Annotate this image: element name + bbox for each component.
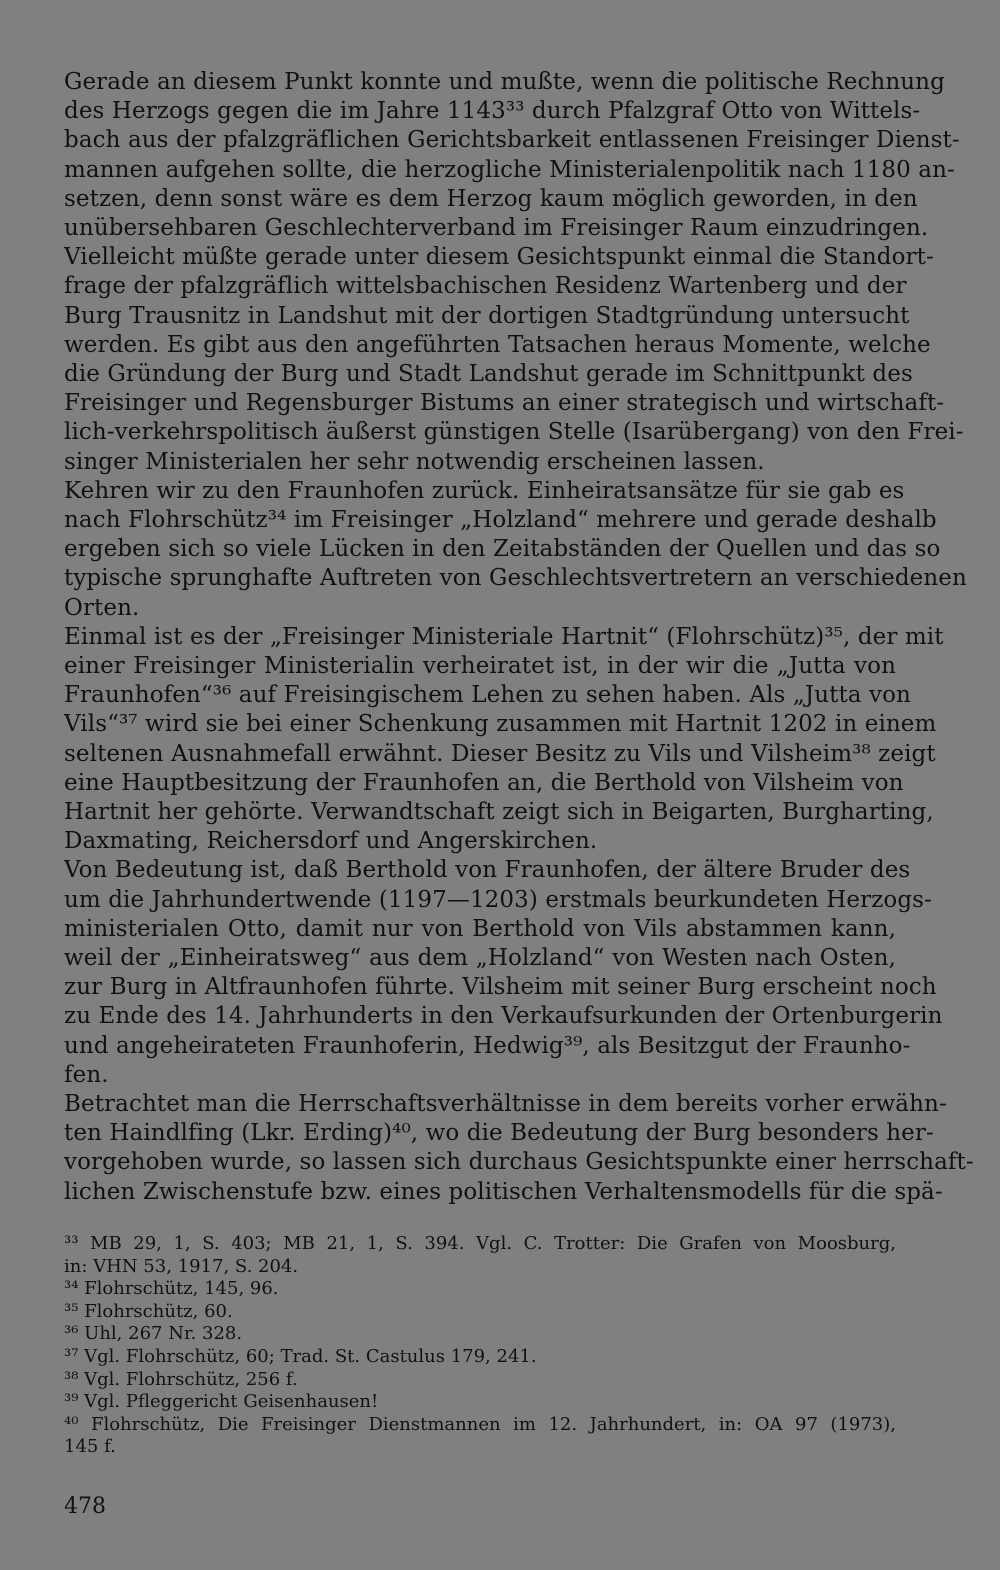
footnote-line: in: VHN 53, 1917, S. 204. [64,1255,299,1277]
text-line: unübersehbaren Geschlechterverband im Freisinger Raum einzudringen. [64,215,929,241]
text-line: einer Freisinger Ministerialin verheiratet ist, in der wir die „Jutta von [64,653,896,679]
text-line: zur Burg in Altfraunhofen führte. Vilsheim mit seiner Burg erscheint noch [64,974,937,1001]
text-line: zu Ende des 14. Jahrhunderts in den Verkaufsurkunden der Ortenburgerin [64,1003,943,1030]
text-line: weil der „Einheiratsweg“ aus dem „Holzland“ von Westen nach Osten, [64,945,896,971]
text-line: Burg Trausnitz in Landshut mit der dortigen Stadtgründung untersucht [64,302,910,329]
text-line: typische sprunghafte Auftreten von Geschlechtsvertretern an verschiedenen [64,565,967,592]
text-line: Von Bedeutung ist, daß Berthold von Fraunhofen, der ältere Bruder des [64,857,911,884]
page-number: 478 [64,1494,106,1519]
text-line: vorgehoben wurde, so lassen sich durchaus Gesichtspunkte einer herrschaft- [64,1149,974,1176]
text-line: werden. Es gibt aus den angeführten Tatsachen heraus Momente, welche [64,331,931,358]
text-line: ten Haindlfing (Lkr. Erding)⁴⁰, wo die Bedeutung der Burg besonders her- [64,1120,934,1147]
text-line: seltenen Ausnahmefall erwähnt. Dieser Besitz zu Vils und Vilsheim³⁸ zeigt [64,740,936,767]
footnote-line: ³³ MB 29, 1, S. 403; MB 21, 1, S. 394. Vgl. C. Trotter: Die Grafen von Moosburg, [64,1233,896,1254]
text-line: Freisinger und Regensburger Bistums an einer strategisch und wirtschaft- [64,390,945,417]
text-line: frage der pfalzgräflich wittelsbachischen Residenz Wartenberg und der [64,273,907,300]
footnote-line: ⁴⁰ Flohrschütz, Die Freisinger Dienstmannen im 12. Jahrhundert, in: OA 97 (1973), [64,1413,896,1435]
text-line: um die Jahrhundertwende (1197—1203) erstmals beurkundeten Herzogs- [64,886,932,913]
footnote-line: ³⁹ Vgl. Pfleggericht Geisenhausen! [64,1391,379,1413]
text-line: Daxmating, Reichersdorf und Angerskirchen. [64,828,598,855]
footnote-line: 145 f. [64,1436,116,1458]
text-line: ministerialen Otto, damit nur von Berthold von Vils abstammen kann, [64,915,896,942]
text-line: und angeheirateten Fraunhoferin, Hedwig³⁹, als Besitzgut der Fraunho- [64,1032,911,1059]
text-line: Vils“³⁷ wird sie bei einer Schenkung zusammen mit Hartnit 1202 in einem [64,711,937,738]
text-line: Orten. [64,594,140,621]
text-line: Hartnit her gehörte. Verwandtschaft zeigt sich in Beigarten, Burgharting, [64,799,934,825]
text-line: Fraunhofen“³⁶ auf Freisingischem Lehen zu sehen haben. Als „Jutta von [64,682,911,709]
text-line: des Herzogs gegen die im Jahre 1143³³ durch Pfalzgraf Otto von Wittels- [64,98,921,125]
footnote-line: ³⁸ Vgl. Flohrschütz, 256 f. [64,1368,298,1390]
text-line: bach aus der pfalzgräflichen Gerichtsbarkeit entlassenen Freisinger Dienst- [64,127,960,154]
footnote-line: ³⁴ Flohrschütz, 145, 96. [64,1278,279,1300]
text-line: Kehren wir zu den Fraunhofen zurück. Einheiratsansätze für sie gab es [64,477,905,504]
footnote-line: ³⁷ Vgl. Flohrschütz, 60; Trad. St. Castulus 179, 241. [64,1346,537,1367]
text-line: ergeben sich so viele Lücken in den Zeitabständen der Quellen und das so [64,536,941,563]
text-line: nach Flohrschütz³⁴ im Freisinger „Holzland“ mehrere und gerade deshalb [64,507,937,533]
text-line: Betrachtet man die Herrschaftsverhältnisse in dem bereits vorher erwähn- [64,1091,947,1117]
text-line: die Gründung der Burg und Stadt Landshut gerade im Schnittpunkt des [64,361,913,387]
text-line: mannen aufgehen sollte, die herzogliche Ministerialenpolitik nach 1180 an- [64,156,955,183]
text-line: lichen Zwischenstufe bzw. eines politischen Verhaltensmodells für die spä- [64,1178,943,1205]
text-line: fen. [64,1061,109,1088]
text-line: Gerade an diesem Punkt konnte und mußte, wenn die politische Rechnung [64,69,945,95]
footnote-line: ³⁵ Flohrschütz, 60. [64,1300,233,1322]
text-line: singer Ministerialen her sehr notwendig erscheinen lassen. [64,448,765,475]
text-line: eine Hauptbesitzung der Fraunhofen an, die Berthold von Vilsheim von [64,769,904,796]
text-line: lich-verkehrspolitisch äußerst günstigen Stelle (Isarübergang) von den Frei- [64,419,964,446]
text-line: setzen, denn sonst wäre es dem Herzog kaum möglich geworden, in den [64,185,918,212]
footnote-line: ³⁶ Uhl, 267 Nr. 328. [64,1323,243,1345]
text-line: Einmal ist es der „Freisinger Ministeriale Hartnit“ (Flohrschütz)³⁵, der mit [64,623,944,650]
text-line: Vielleicht müßte gerade unter diesem Gesichtspunkt einmal die Standort- [64,244,934,271]
